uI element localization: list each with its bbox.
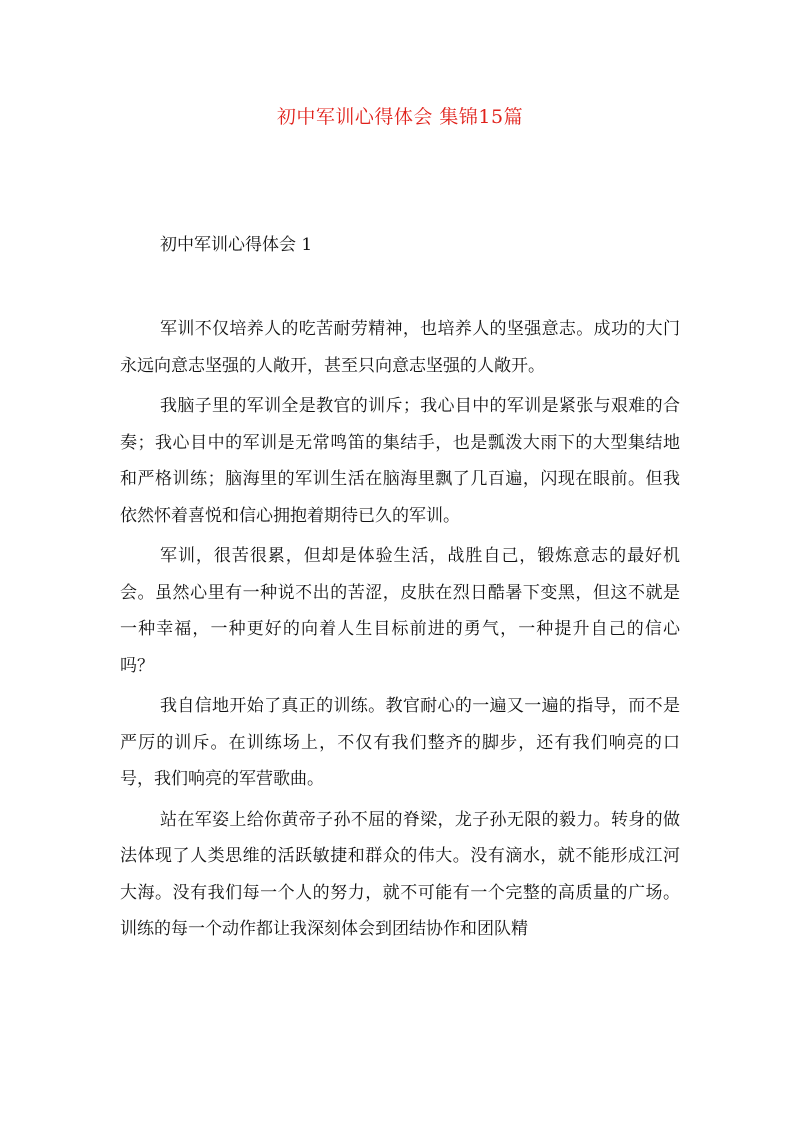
section-heading: 初中军训心得体会 1 (160, 235, 313, 255)
paragraph: 我自信地开始了真正的训练。教官耐心的一遍又一遍的指导，而不是严厉的训斥。在训练场上，不仅有我们整齐的脚步，还有我们响亮的口号，我们响亮的军营歌曲。 (120, 696, 680, 789)
paragraph: 军训不仅培养人的吃苦耐劳精神，也培养人的坚强意志。成功的大门永远向意志坚强的人敞开，甚至只向意志坚强的人敞开。 (120, 319, 680, 376)
body-text (120, 311, 680, 952)
paragraph: 军训，很苦很累，但却是体验生活，战胜自己，锻炼意志的最好机会。虽然心里有一种说不出的苦涩，皮肤在烈日酷暑下变黑，但这不就是一种幸福，一种更好的向着人生目标前进的勇气，一种提升自己的信心吗？ (120, 546, 680, 676)
paragraph: 我脑子里的军训全是教官的训斥；我心目中的军训是紧张与艰难的合奏；我心目中的军训是无常鸣笛的集结手，也是瓢泼大雨下的大型集结地和严格训练；脑海里的军训生活在脑海里飘了几百遍，闪现在眼前。但我依然怀着喜悦和信心拥抱着期待已久的军训。 (120, 396, 680, 526)
paragraph: 站在军姿上给你黄帝子孙不屈的脊梁，龙子孙无限的毅力。转身的做法体现了人类思维的活跃敏捷和群众的伟大。没有滴水，就不能形成江河大海。没有我们每一个人的努力，就不可能有一个完整的高质量的广场。训练的每一个动作都让我深刻体会到团结协作和团队精 (120, 809, 680, 939)
document-title: 初中军训心得体会 集锦15篇 (276, 106, 524, 128)
